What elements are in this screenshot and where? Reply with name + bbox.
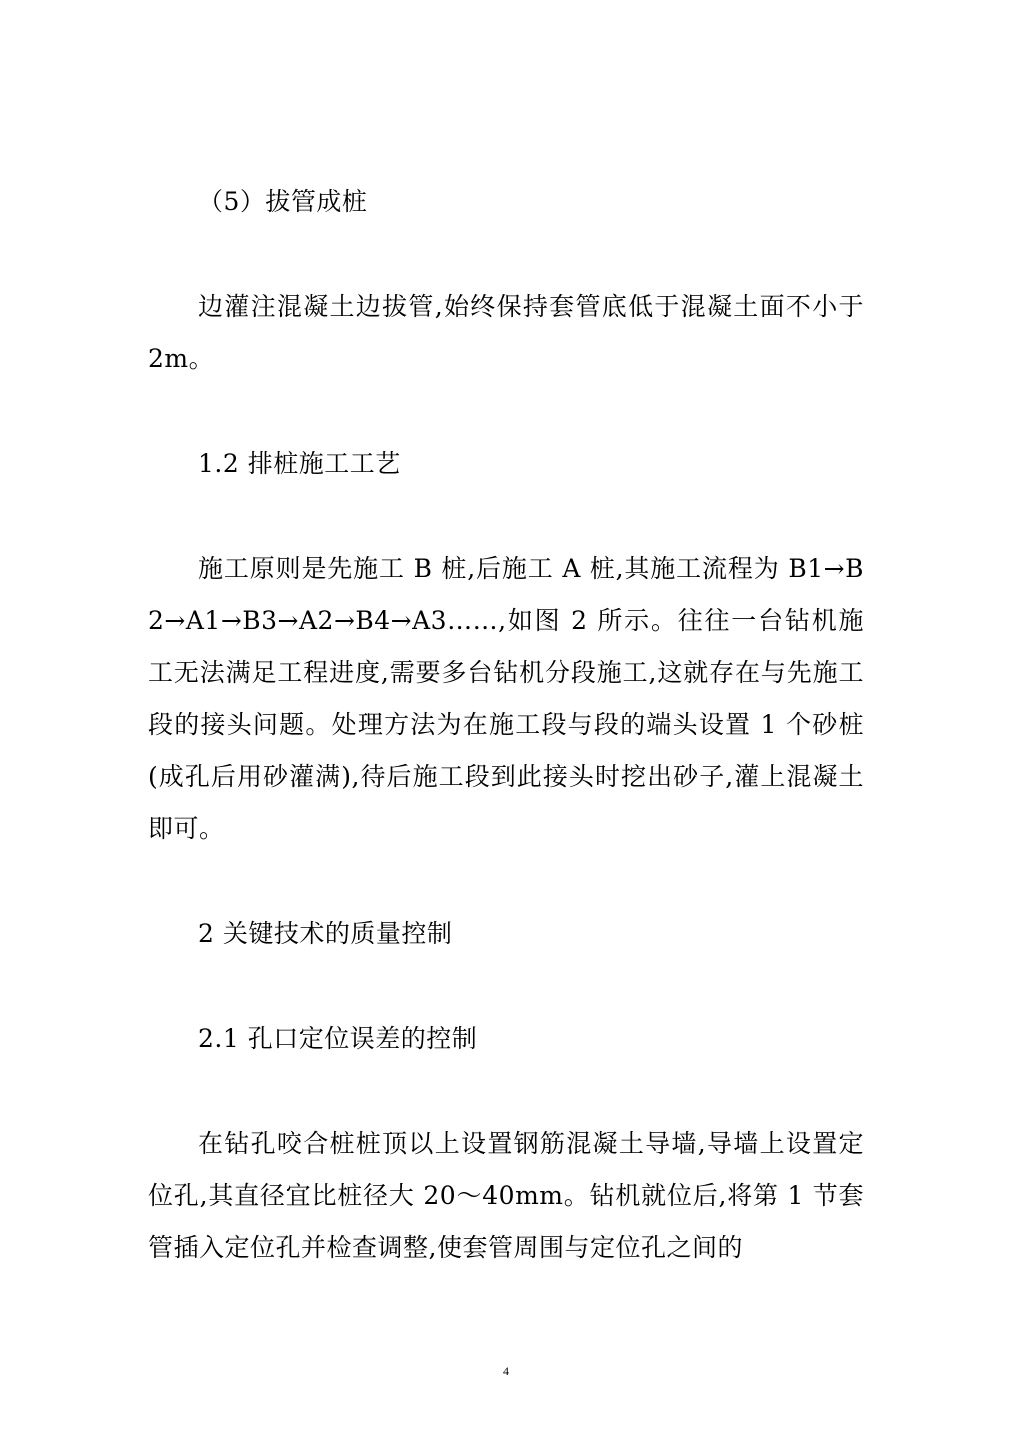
- page-body: [148, 176, 864, 1274]
- paragraph-construction-sequence: 施工原则是先施工 B 桩,后施工 A 桩,其施工流程为 B1→B2→A1→B3→A2→B4→A3……,如图 2 所示。往往一台钻机施工无法满足工程进度,需要多台钻机分段施工,这就存在与先施工段的接头问题。处理方法为在施工段与段的端头设置 1 个砂桩(成孔后用砂灌满),待后施工段到此接头时挖出砂子,灌上混凝土即可。: [148, 554, 864, 843]
- page-number: 4: [503, 1364, 509, 1378]
- heading-pile-construction-process: 1.2 排桩施工工艺: [198, 449, 401, 478]
- heading-hole-positioning-error: 2.1 孔口定位误差的控制: [198, 1024, 478, 1053]
- paragraph-gap: [148, 855, 864, 908]
- paragraph-gap: [148, 385, 864, 438]
- heading-pulling-casing: （5）拔管成桩: [198, 187, 368, 216]
- paragraph-pulling-casing: 边灌注混凝土边拔管,始终保持套管底低于混凝土面不小于 2m。: [148, 292, 864, 373]
- heading-quality-control: 2 关键技术的质量控制: [198, 919, 453, 948]
- paragraph-gap: [148, 960, 864, 1013]
- paragraph-gap: [148, 490, 864, 543]
- paragraph-gap: [148, 1065, 864, 1118]
- paragraph-guide-wall: 在钻孔咬合桩桩顶以上设置钢筋混凝土导墙,导墙上设置定位孔,其直径宜比桩径大 20～40mm。钻机就位后,将第 1 节套管插入定位孔并检查调整,使套管周围与定位孔之间的: [148, 1129, 864, 1262]
- paragraph-gap: [148, 228, 864, 281]
